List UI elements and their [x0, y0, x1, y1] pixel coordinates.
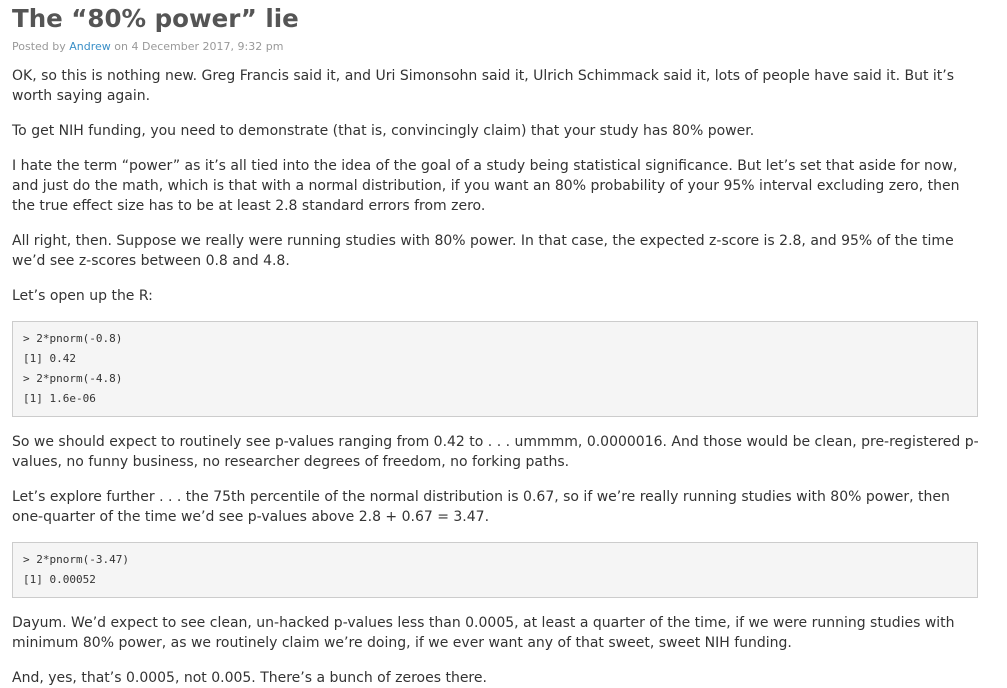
code-block-2 — [12, 542, 978, 598]
code-line: [1] 0.42 — [23, 352, 76, 365]
paragraph: OK, so this is nothing new. Greg Francis said it, and Uri Simonsohn said it, Ulrich Schimmack said it, lots of people have said it. But it’s worth saying again. — [12, 68, 955, 104]
paragraph: All right, then. Suppose we really were running studies with 80% power. In that case, the expected z-score is 2.8, and 95% of the time we’d see z-scores between 0.8 and 4.8. — [12, 233, 954, 269]
code-line: > 2*pnorm(-3.47) — [23, 553, 129, 566]
paragraph: Dayum. We’d expect to see clean, un-hacked p-values less than 0.0005, at least a quarter of the time, if we were running studies with minimum 80% power, as we routinely claim we’re doing, if we ever want any of that sweet, sweet NIH funding. — [12, 615, 955, 651]
code-line: [1] 0.00052 — [23, 573, 96, 586]
paragraph: Let’s open up the R: — [12, 288, 153, 304]
posted-by-label: Posted by — [12, 40, 70, 53]
paragraph: So we should expect to routinely see p-values ranging from 0.42 to . . . ummmm, 0.0000016. And those would be clean, pre-registered p-values, no funny business, no researcher degrees of freedom, no forking paths. — [12, 434, 979, 470]
paragraph: To get NIH funding, you need to demonstrate (that is, convincingly claim) that your study has 80% power. — [12, 123, 755, 139]
on-label: on — [110, 40, 132, 53]
author-link[interactable]: Andrew — [69, 40, 111, 53]
paragraph: And, yes, that’s 0.0005, not 0.005. There’s a bunch of zeroes there. — [12, 670, 487, 686]
paragraph: I hate the term “power” as it’s all tied into the idea of the goal of a study being statistical significance. But let’s set that aside for now, and just do the math, which is that with a normal distribution, if you want an 80% probability of your 95% interval excluding zero, then the true effect size has to be at least 2.8 standard errors from zero. — [12, 158, 960, 214]
post-meta — [12, 40, 995, 66]
post-date: 4 December 2017, 9:32 pm — [131, 40, 284, 53]
paragraph: Let’s explore further . . . the 75th percentile of the normal distribution is 0.67, so if we’re really running studies with 80% power, then one-quarter of the time we’d see p-values above 2.8 + 0.67 = 3.47. — [12, 489, 950, 525]
code-block-1 — [12, 321, 978, 417]
code-line: > 2*pnorm(-0.8) — [23, 332, 123, 345]
code-line: > 2*pnorm(-4.8) — [23, 372, 123, 385]
code-line: [1] 1.6e-06 — [23, 392, 96, 405]
post-title: The “80% power” lie — [12, 4, 299, 33]
post-body — [12, 66, 995, 688]
